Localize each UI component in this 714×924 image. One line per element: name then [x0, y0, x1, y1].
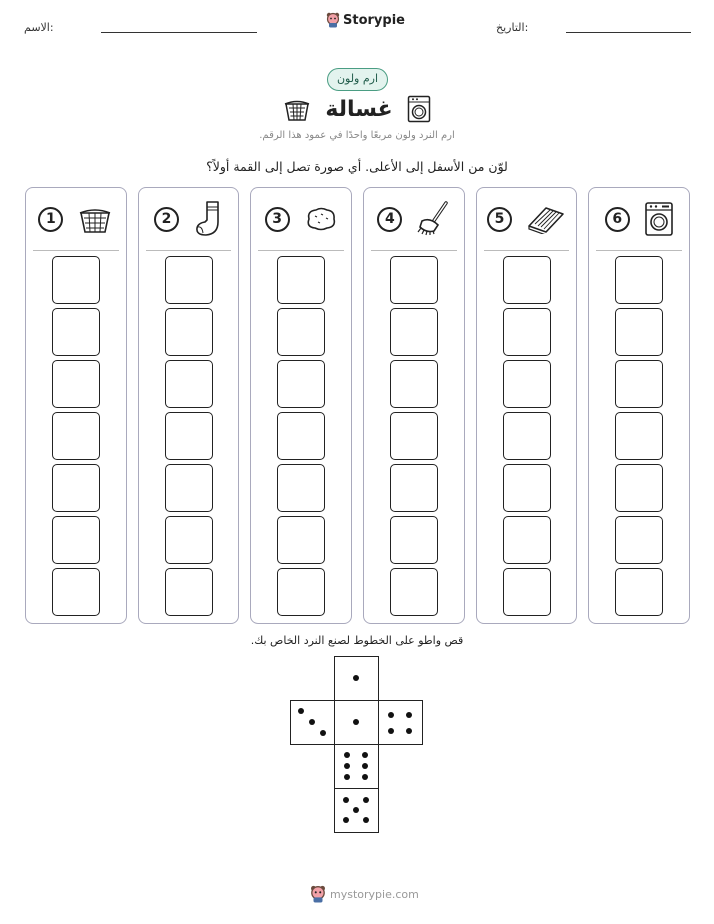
- color-square[interactable]: [390, 568, 438, 616]
- column-header: [589, 188, 689, 250]
- laundry-basket-icon: [77, 204, 113, 234]
- column-divider: [146, 250, 232, 251]
- color-square[interactable]: [277, 256, 325, 304]
- color-square[interactable]: [615, 360, 663, 408]
- column-divider: [258, 250, 344, 251]
- column-4: [363, 187, 465, 624]
- color-square[interactable]: [277, 308, 325, 356]
- column-divider: [484, 250, 570, 251]
- color-square[interactable]: [503, 516, 551, 564]
- column-number: 1: [38, 207, 63, 232]
- color-square[interactable]: [503, 464, 551, 512]
- color-square[interactable]: [390, 516, 438, 564]
- dice-face-3: [290, 700, 335, 745]
- color-square[interactable]: [390, 412, 438, 460]
- name-line[interactable]: [101, 32, 257, 33]
- color-square[interactable]: [165, 360, 213, 408]
- dice-pip: [353, 675, 359, 681]
- dice-pip: [362, 774, 368, 780]
- dice-pip: [388, 712, 394, 718]
- cut-instruction: قص واطو على الخطوط لصنع النرد الخاص بك.: [250, 634, 464, 647]
- column-1: [25, 187, 127, 624]
- dice-pip: [362, 752, 368, 758]
- footer: [310, 885, 419, 903]
- subtitle: ارم النرد ولون مربعًا واحدًا في عمود هذا الرقم.: [259, 130, 455, 141]
- color-square[interactable]: [52, 568, 100, 616]
- color-square[interactable]: [277, 516, 325, 564]
- column-5: [476, 187, 578, 624]
- dice-pip: [363, 797, 369, 803]
- brand-logo: [326, 12, 405, 28]
- column-divider: [596, 250, 682, 251]
- laundry-basket-icon: [283, 96, 311, 122]
- dice-pip: [344, 752, 350, 758]
- dice-pip: [298, 708, 304, 714]
- dice-pip: [388, 728, 394, 734]
- dice-pip: [343, 817, 349, 823]
- title-row: [0, 92, 714, 126]
- color-square[interactable]: [390, 464, 438, 512]
- color-square[interactable]: [165, 516, 213, 564]
- dice-pip: [363, 817, 369, 823]
- date-line[interactable]: [566, 32, 691, 33]
- column-header: [26, 188, 126, 250]
- color-square[interactable]: [277, 412, 325, 460]
- color-square[interactable]: [277, 360, 325, 408]
- color-square[interactable]: [390, 256, 438, 304]
- column-number: 3: [265, 207, 290, 232]
- color-square[interactable]: [52, 412, 100, 460]
- color-square[interactable]: [503, 308, 551, 356]
- column-header: [139, 188, 239, 250]
- color-square[interactable]: [503, 568, 551, 616]
- footer-site[interactable]: mystorypie.com: [330, 887, 419, 901]
- color-square[interactable]: [165, 308, 213, 356]
- dice-pip: [406, 712, 412, 718]
- dice-face-1: [334, 700, 379, 745]
- name-label: الاسم:: [24, 21, 54, 34]
- race-columns: [25, 187, 690, 624]
- column-2: [138, 187, 240, 624]
- page-title: غسالة: [325, 96, 393, 122]
- dice-pip: [353, 719, 359, 725]
- column-number: 6: [605, 207, 630, 232]
- color-square[interactable]: [615, 568, 663, 616]
- color-square[interactable]: [390, 360, 438, 408]
- dice-pip: [320, 730, 326, 736]
- dice-pip: [344, 763, 350, 769]
- activity-badge: ارم ولون: [327, 68, 388, 91]
- dice-face-6: [334, 744, 379, 789]
- dice-face-5: [334, 788, 379, 833]
- color-square[interactable]: [615, 412, 663, 460]
- color-square[interactable]: [503, 256, 551, 304]
- column-header: [477, 188, 577, 250]
- date-label: التاريخ:: [496, 21, 529, 34]
- color-square[interactable]: [165, 568, 213, 616]
- dice-pip: [362, 763, 368, 769]
- dice-face-1: [334, 656, 379, 701]
- column-number: 5: [487, 207, 512, 232]
- washing-machine-icon: [644, 201, 674, 237]
- column-header: [251, 188, 351, 250]
- washing-machine-icon: [407, 95, 431, 123]
- dice-pip: [343, 797, 349, 803]
- column-divider: [371, 250, 457, 251]
- color-square[interactable]: [615, 308, 663, 356]
- color-square[interactable]: [277, 568, 325, 616]
- column-6: [588, 187, 690, 624]
- color-square[interactable]: [52, 256, 100, 304]
- color-square[interactable]: [615, 516, 663, 564]
- color-square[interactable]: [165, 464, 213, 512]
- color-square[interactable]: [615, 464, 663, 512]
- folded-towel-icon: [526, 204, 566, 234]
- sock-icon: [193, 200, 223, 238]
- color-square[interactable]: [390, 308, 438, 356]
- dice-pip: [344, 774, 350, 780]
- scrub-brush-icon: [416, 201, 450, 237]
- dice-face-4: [378, 700, 423, 745]
- bear-mascot-icon: [310, 885, 326, 903]
- instruction: لوّن من الأسفل إلى الأعلى. أي صورة تصل إلى القمة أولاً؟: [206, 159, 508, 174]
- soap-bar-icon: [304, 205, 338, 233]
- dice-pip: [353, 807, 359, 813]
- dice-pip: [406, 728, 412, 734]
- color-square[interactable]: [615, 256, 663, 304]
- column-number: 2: [154, 207, 179, 232]
- bear-mascot-icon: [326, 12, 340, 28]
- color-square[interactable]: [503, 360, 551, 408]
- dice-pip: [309, 719, 315, 725]
- column-divider: [33, 250, 119, 251]
- color-square[interactable]: [52, 360, 100, 408]
- color-square[interactable]: [165, 256, 213, 304]
- color-square[interactable]: [277, 464, 325, 512]
- column-header: [364, 188, 464, 250]
- brand-name: Storypie: [343, 12, 405, 28]
- color-square[interactable]: [52, 464, 100, 512]
- column-3: [250, 187, 352, 624]
- column-number: 4: [377, 207, 402, 232]
- color-square[interactable]: [503, 412, 551, 460]
- color-square[interactable]: [52, 308, 100, 356]
- color-square[interactable]: [52, 516, 100, 564]
- color-square[interactable]: [165, 412, 213, 460]
